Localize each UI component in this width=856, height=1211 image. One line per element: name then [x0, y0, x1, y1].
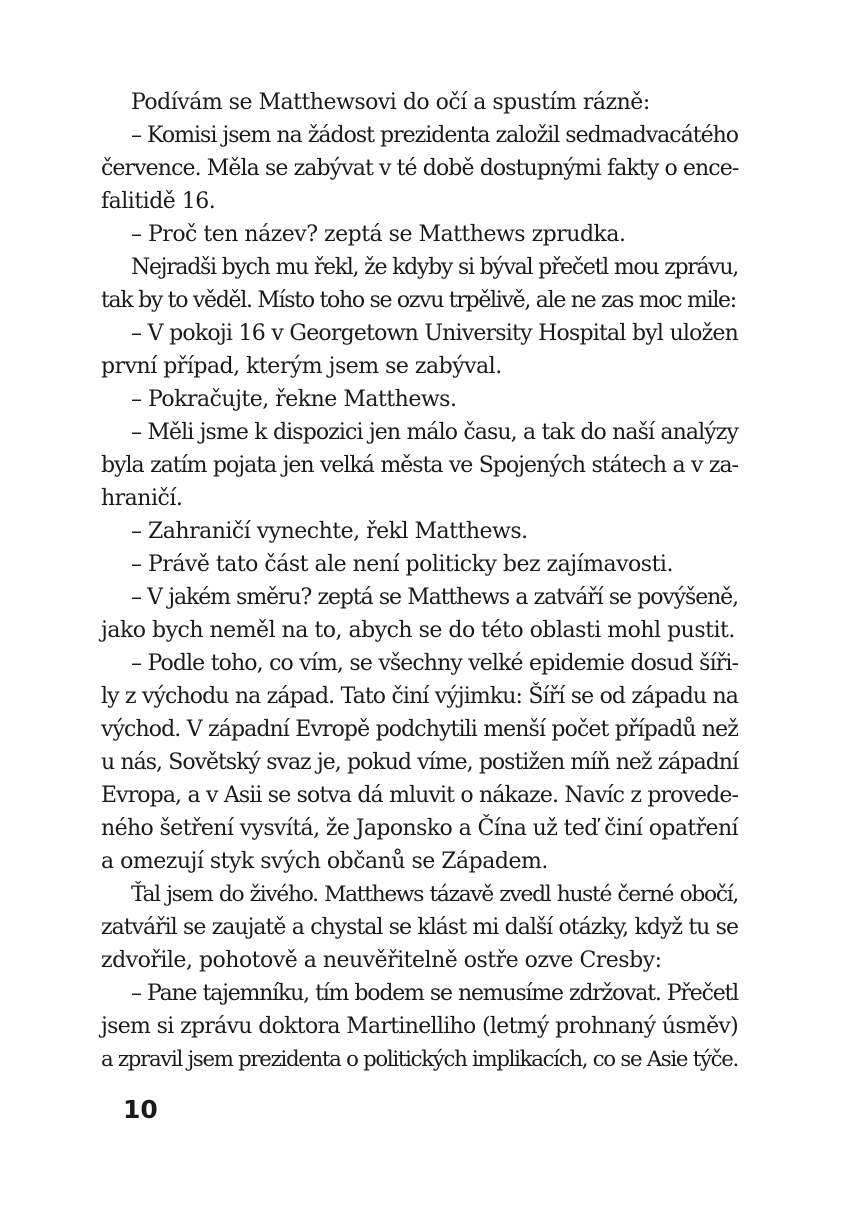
text-line: jako bych neměl na to, abych se do této oblasti mohl pustit. — [101, 618, 735, 643]
text-line: zdvořile, pohotově a neuvěřitelně ostře ozve Cresby: — [101, 948, 662, 973]
text-line: ného šetření vysvítá, že Japonsko a Čína už teď činí opatření — [101, 816, 738, 841]
text-line: Nejradši bych mu řekl, že kdyby si býval přečetl mou zprávu, — [131, 255, 738, 280]
text-line: – Pokračujte, řekne Matthews. — [131, 387, 457, 412]
text-line: a zpravil jsem prezidenta o politických implikacích, co se Asie týče. — [101, 1047, 738, 1072]
text-line: východ. V západní Evropě podchytili menší počet případů než — [101, 717, 738, 742]
text-line: – Zahraničí vynechte, řekl Matthews. — [131, 519, 528, 544]
text-line: ly z východu na západ. Tato činí výjimku: Šíří se od západu na — [101, 684, 738, 709]
text-line: tak by to věděl. Místo toho se ozvu trpělivě, ale ne zas moc mile: — [101, 288, 736, 313]
text-line: Podívám se Matthewsovi do očí a spustím rázně: — [131, 90, 650, 115]
text-line: Evropa, a v Asii se sotva dá mluvit o nákaze. Navíc z provede- — [101, 783, 738, 808]
text-line: první případ, kterým jsem se zabýval. — [101, 354, 502, 379]
text-line: byla zatím pojata jen velká města ve Spojených státech a v za- — [101, 453, 738, 478]
text-line: – Právě tato část ale není politicky bez zajímavosti. — [131, 552, 673, 577]
text-line: – Pane tajemníku, tím bodem se nemusíme zdržovat. Přečetl — [131, 981, 738, 1006]
text-line: – Komisi jsem na žádost prezidenta založil sedmadvacátého — [131, 123, 738, 148]
text-line: u nás, Sovětský svaz je, pokud víme, postižen míň než západní — [101, 750, 738, 775]
text-line: falitidě 16. — [101, 189, 216, 214]
text-line: Ťal jsem do živého. Matthews tázavě zvedl husté černé obočí, — [131, 882, 738, 907]
text-line: hraničí. — [101, 486, 183, 511]
text-line: – V jakém směru? zeptá se Matthews a zatváří se povýšeně, — [131, 585, 738, 610]
text-line: – Proč ten název? zeptá se Matthews zprudka. — [131, 222, 626, 247]
page-number: 10 — [123, 1095, 158, 1124]
text-line: července. Měla se zabývat v té době dostupnými fakty o ence- — [101, 156, 739, 181]
text-line: – Měli jsme k dispozici jen málo času, a tak do naší analýzy — [131, 420, 738, 445]
text-line: a omezují styk svých občanů se Západem. — [101, 849, 548, 874]
text-line: zatvářil se zaujatě a chystal se klást mi další otázky, když tu se — [101, 915, 738, 940]
text-line: – Podle toho, co vím, se všechny velké epidemie dosud šíři- — [131, 651, 738, 676]
text-line: jsem si zprávu doktora Martinelliho (letmý prohnaný úsměv) — [101, 1014, 738, 1039]
text-line: – V pokoji 16 v Georgetown University Hospital byl uložen — [131, 321, 738, 346]
